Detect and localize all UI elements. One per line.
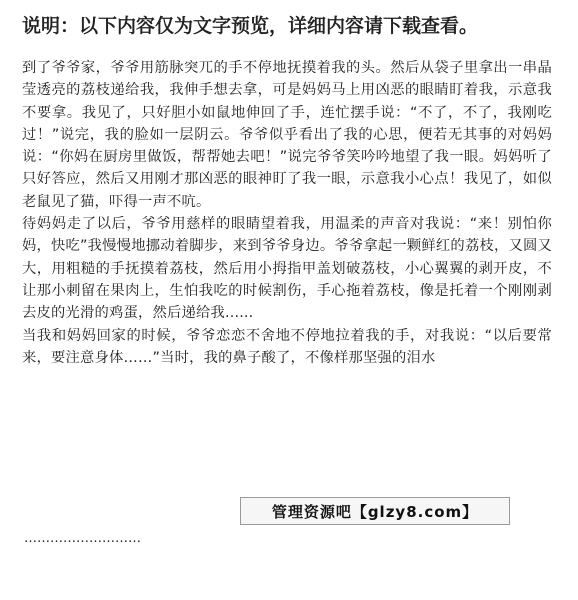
paragraph-2: 待妈妈走了以后，爷爷用慈样的眼睛望着我，用温柔的声音对我说：“来！别怕你妈，快吃”我慢慢地挪动着脚步，来到爷爷身边。爷爷拿起一颗鲜红的荔枝，又圆又大，用粗糙的手抚摸着荔枝，然后用小拇指甲盖划破荔枝，小心翼翼的剥开皮，不让那小刺留在果肉上，生怕我吃的时候割伤，手心拖着荔枝，像是托着一个刚刚剥去皮的光滑的鸡蛋，然后递给我...... (22, 216, 552, 322)
site-watermark: 管理资源吧【glzy8.com】 (240, 497, 510, 525)
paragraph-1: 到了爷爷家，爷爷用筋脉突兀的手不停地抚摸着我的头。然后从袋子里拿出一串晶莹透亮的荔枝递给我，我伸手想去拿，可是妈妈马上用凶恶的眼睛盯着我，示意我不要拿。我见了，只好胆小如鼠地伸回了手，连忙摆手说：“不了，不了，我刚吃过！”说完，我的脸如一层阴云。爷爷似乎看出了我的心思，便若无其事的对妈妈说：“你妈在厨房里做饭，帮帮她去吧！”说完爷爷笑吟吟地望了我一眼。妈妈听了只好答应，然后又用刚才那凶恶的眼神盯了我一眼，示意我小心点！我见了，如似老鼠见了猫，吓得一声不吭。 (22, 60, 552, 210)
document-body (22, 57, 552, 369)
preview-notice: 说明：以下内容仅为文字预览，详细内容请下载查看。 (22, 15, 479, 37)
truncation-ellipsis: ……………………… (24, 531, 141, 546)
paragraph-3: 当我和妈妈回家的时候，爷爷恋恋不舍地不停地拉着我的手，对我说：“以后要常来，要注意身体……”当时，我的鼻子酸了，不像样那坚强的泪水 (22, 327, 552, 366)
